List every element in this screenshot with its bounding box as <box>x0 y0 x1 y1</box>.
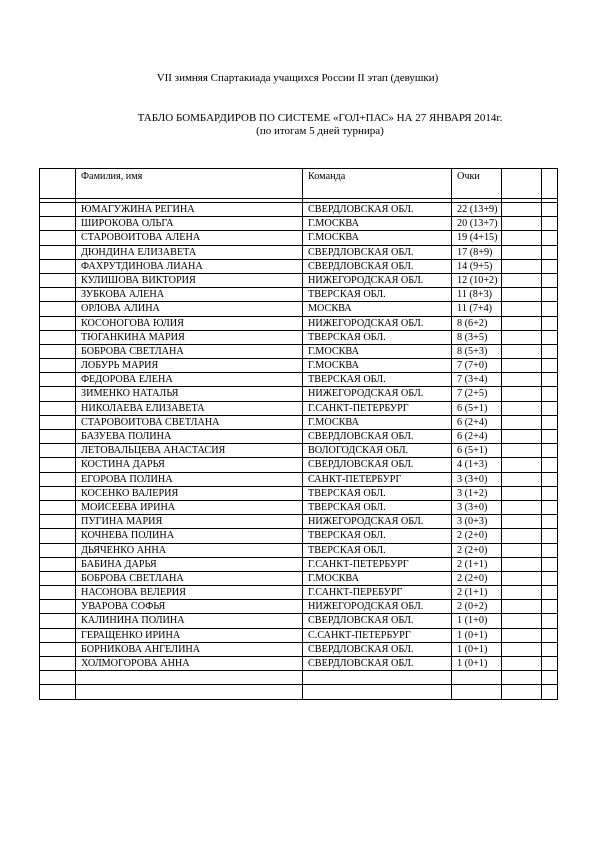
row-blank-cell <box>40 444 76 458</box>
row-blank-cell <box>542 273 558 287</box>
points-cell: 12 (10+2) <box>452 273 502 287</box>
empty-cell <box>542 671 558 685</box>
row-blank-cell <box>542 217 558 231</box>
points-cell: 1 (1+0) <box>452 614 502 628</box>
row-blank-cell <box>542 302 558 316</box>
points-cell: 1 (0+1) <box>452 657 502 671</box>
row-blank-cell <box>502 486 542 500</box>
row-blank-cell <box>502 571 542 585</box>
points-cell: 1 (0+1) <box>452 642 502 656</box>
row-blank-cell <box>502 330 542 344</box>
team-cell: Г.МОСКВА <box>303 344 452 358</box>
row-blank-cell <box>502 515 542 529</box>
points-cell: 2 (2+0) <box>452 529 502 543</box>
team-cell: Г.САНКТ-ПЕРЕБУРГ <box>303 586 452 600</box>
player-name-cell: МОИСЕЕВА ИРИНА <box>76 500 303 514</box>
team-cell: Г.МОСКВА <box>303 217 452 231</box>
player-name-cell: ДЬЯЧЕНКО АННА <box>76 543 303 557</box>
team-cell: СВЕРДЛОВСКАЯ ОБЛ. <box>303 259 452 273</box>
row-blank-cell <box>40 330 76 344</box>
points-cell: 6 (2+4) <box>452 430 502 444</box>
table-row <box>40 288 558 302</box>
table-row <box>40 217 558 231</box>
table-row <box>40 642 558 656</box>
points-cell: 3 (0+3) <box>452 515 502 529</box>
player-name-cell: БАБИНА ДАРЬЯ <box>76 557 303 571</box>
document-header: VII зимняя Спартакиада учащихся России II этап (девушки) <box>156 72 439 84</box>
team-cell: СВЕРДЛОВСКАЯ ОБЛ. <box>303 657 452 671</box>
empty-cell <box>40 671 76 685</box>
row-blank-cell <box>502 500 542 514</box>
row-blank-cell <box>542 614 558 628</box>
row-blank-cell <box>502 259 542 273</box>
row-blank-cell <box>40 387 76 401</box>
header-cell-blank <box>502 169 542 199</box>
team-cell: СВЕРДЛОВСКАЯ ОБЛ. <box>303 458 452 472</box>
row-blank-cell <box>40 259 76 273</box>
team-cell: ТВЕРСКАЯ ОБЛ. <box>303 288 452 302</box>
table-row <box>40 543 558 557</box>
empty-cell <box>542 685 558 699</box>
points-cell: 3 (3+0) <box>452 500 502 514</box>
player-name-cell: ДЮНДИНА ЕЛИЗАВЕТА <box>76 245 303 259</box>
points-cell: 7 (2+5) <box>452 387 502 401</box>
subtitle-line: (по итогам 5 дней турнира) <box>256 125 384 137</box>
team-cell: ТВЕРСКАЯ ОБЛ. <box>303 529 452 543</box>
points-cell: 22 (13+9) <box>452 203 502 217</box>
points-cell: 2 (1+1) <box>452 586 502 600</box>
row-blank-cell <box>502 203 542 217</box>
player-name-cell: ФЕДОРОВА ЕЛЕНА <box>76 373 303 387</box>
player-name-cell: ОРЛОВА АЛИНА <box>76 302 303 316</box>
team-cell: ТВЕРСКАЯ ОБЛ. <box>303 486 452 500</box>
row-blank-cell <box>502 642 542 656</box>
row-blank-cell <box>542 642 558 656</box>
points-cell: 3 (1+2) <box>452 486 502 500</box>
row-blank-cell <box>542 245 558 259</box>
team-cell: Г.МОСКВА <box>303 415 452 429</box>
points-cell: 2 (1+1) <box>452 557 502 571</box>
team-cell: СВЕРДЛОВСКАЯ ОБЛ. <box>303 614 452 628</box>
table-row <box>40 529 558 543</box>
team-cell: Г.МОСКВА <box>303 231 452 245</box>
player-name-cell: ЗУБКОВА АЛЕНА <box>76 288 303 302</box>
row-blank-cell <box>40 344 76 358</box>
row-blank-cell <box>542 203 558 217</box>
row-blank-cell <box>40 373 76 387</box>
table-row <box>40 614 558 628</box>
player-name-cell: ЛЕТОВАЛЬЦЕВА АНАСТАСИЯ <box>76 444 303 458</box>
player-name-cell: ГЕРАЩЕНКО ИРИНА <box>76 628 303 642</box>
empty-cell <box>40 685 76 699</box>
row-blank-cell <box>502 430 542 444</box>
row-blank-cell <box>40 486 76 500</box>
row-blank-cell <box>40 529 76 543</box>
player-name-cell: ХОЛМОГОРОВА АННА <box>76 657 303 671</box>
team-cell: Г.САНКТ-ПЕТЕРБУРГ <box>303 401 452 415</box>
row-blank-cell <box>502 231 542 245</box>
player-name-cell: ШИРОКОВА ОЛЬГА <box>76 217 303 231</box>
empty-cell <box>452 685 502 699</box>
row-blank-cell <box>542 628 558 642</box>
row-blank-cell <box>542 472 558 486</box>
row-blank-cell <box>502 529 542 543</box>
points-cell: 17 (8+9) <box>452 245 502 259</box>
row-blank-cell <box>542 529 558 543</box>
row-blank-cell <box>542 316 558 330</box>
team-cell: МОСКВА <box>303 302 452 316</box>
row-blank-cell <box>40 600 76 614</box>
player-name-cell: БОБРОВА СВЕТЛАНА <box>76 571 303 585</box>
team-cell: САНКТ-ПЕТЕРБУРГ <box>303 472 452 486</box>
row-blank-cell <box>502 600 542 614</box>
row-blank-cell <box>40 500 76 514</box>
row-blank-cell <box>40 273 76 287</box>
row-blank-cell <box>40 642 76 656</box>
team-cell: НИЖЕГОРОДСКАЯ ОБЛ. <box>303 600 452 614</box>
row-blank-cell <box>40 628 76 642</box>
row-blank-cell <box>502 472 542 486</box>
player-name-cell: ПУГИНА МАРИЯ <box>76 515 303 529</box>
row-blank-cell <box>40 472 76 486</box>
table-row <box>40 401 558 415</box>
document-title <box>0 112 595 138</box>
table-row <box>40 458 558 472</box>
row-blank-cell <box>40 415 76 429</box>
row-blank-cell <box>502 217 542 231</box>
team-cell: СВЕРДЛОВСКАЯ ОБЛ. <box>303 430 452 444</box>
table-row <box>40 259 558 273</box>
row-blank-cell <box>40 316 76 330</box>
table-row <box>40 600 558 614</box>
player-name-cell: СТАРОВОИТОВА АЛЕНА <box>76 231 303 245</box>
points-cell: 1 (0+1) <box>452 628 502 642</box>
row-blank-cell <box>502 387 542 401</box>
points-cell: 20 (13+7) <box>452 217 502 231</box>
team-cell: СВЕРДЛОВСКАЯ ОБЛ. <box>303 203 452 217</box>
player-name-cell: ТЮГАНКИНА МАРИЯ <box>76 330 303 344</box>
table-row <box>40 245 558 259</box>
team-cell: ВОЛОГОДСКАЯ ОБЛ. <box>303 444 452 458</box>
row-blank-cell <box>40 245 76 259</box>
team-cell: С.САНКТ-ПЕТЕРБУРГ <box>303 628 452 642</box>
row-blank-cell <box>502 557 542 571</box>
table-row <box>40 430 558 444</box>
table-row <box>40 273 558 287</box>
table-row <box>40 415 558 429</box>
points-cell: 7 (3+4) <box>452 373 502 387</box>
team-cell: НИЖЕГОРОДСКАЯ ОБЛ. <box>303 273 452 287</box>
player-name-cell: КАЛИНИНА ПОЛИНА <box>76 614 303 628</box>
empty-cell <box>76 671 303 685</box>
row-blank-cell <box>542 486 558 500</box>
row-blank-cell <box>40 288 76 302</box>
row-blank-cell <box>542 359 558 373</box>
row-blank-cell <box>502 628 542 642</box>
player-name-cell: БОБРОВА СВЕТЛАНА <box>76 344 303 358</box>
row-blank-cell <box>542 231 558 245</box>
row-blank-cell <box>502 302 542 316</box>
team-cell: Г.САНКТ-ПЕТЕРБУРГ <box>303 557 452 571</box>
table-row <box>40 472 558 486</box>
row-blank-cell <box>542 288 558 302</box>
row-blank-cell <box>40 571 76 585</box>
table-row <box>40 657 558 671</box>
row-blank-cell <box>502 373 542 387</box>
scorers-table <box>39 168 558 700</box>
row-blank-cell <box>542 415 558 429</box>
column-header-points: Очки <box>452 169 502 199</box>
row-blank-cell <box>40 586 76 600</box>
player-name-cell: ЮМАГУЖИНА РЕГИНА <box>76 203 303 217</box>
row-blank-cell <box>502 415 542 429</box>
row-blank-cell <box>542 444 558 458</box>
player-name-cell: СТАРОВОИТОВА СВЕТЛАНА <box>76 415 303 429</box>
table-row <box>40 231 558 245</box>
row-blank-cell <box>542 373 558 387</box>
row-blank-cell <box>502 288 542 302</box>
empty-cell <box>303 685 452 699</box>
row-blank-cell <box>542 586 558 600</box>
row-blank-cell <box>502 316 542 330</box>
row-blank-cell <box>40 217 76 231</box>
column-header-name: Фамилия, имя <box>76 169 303 199</box>
player-name-cell: КУЛИШОВА ВИКТОРИЯ <box>76 273 303 287</box>
row-blank-cell <box>502 458 542 472</box>
points-cell: 14 (9+5) <box>452 259 502 273</box>
row-blank-cell <box>542 259 558 273</box>
header-cell-blank <box>40 169 76 199</box>
row-blank-cell <box>40 430 76 444</box>
row-blank-cell <box>502 543 542 557</box>
row-blank-cell <box>542 387 558 401</box>
table-row <box>40 316 558 330</box>
table-row <box>40 557 558 571</box>
empty-cell <box>452 671 502 685</box>
row-blank-cell <box>502 344 542 358</box>
empty-row <box>40 671 558 685</box>
player-name-cell: ФАХРУТДИНОВА ЛИАНА <box>76 259 303 273</box>
row-blank-cell <box>40 302 76 316</box>
row-blank-cell <box>502 657 542 671</box>
team-cell: Г.МОСКВА <box>303 359 452 373</box>
points-cell: 8 (3+5) <box>452 330 502 344</box>
row-blank-cell <box>40 231 76 245</box>
team-cell: НИЖЕГОРОДСКАЯ ОБЛ. <box>303 515 452 529</box>
team-cell: Г.МОСКВА <box>303 571 452 585</box>
row-blank-cell <box>40 203 76 217</box>
table-row <box>40 571 558 585</box>
team-cell: ТВЕРСКАЯ ОБЛ. <box>303 543 452 557</box>
player-name-cell: ЗИМЕНКО НАТАЛЬЯ <box>76 387 303 401</box>
row-blank-cell <box>502 444 542 458</box>
points-cell: 7 (7+0) <box>452 359 502 373</box>
points-cell: 2 (2+0) <box>452 571 502 585</box>
column-header-team: Команда <box>303 169 452 199</box>
team-cell: ТВЕРСКАЯ ОБЛ. <box>303 373 452 387</box>
row-blank-cell <box>542 430 558 444</box>
empty-cell <box>303 671 452 685</box>
team-cell: НИЖЕГОРОДСКАЯ ОБЛ. <box>303 387 452 401</box>
table-row <box>40 373 558 387</box>
player-name-cell: НАСОНОВА ВЕЛЕРИЯ <box>76 586 303 600</box>
player-name-cell: КОСОНОГОВА ЮЛИЯ <box>76 316 303 330</box>
team-cell: СВЕРДЛОВСКАЯ ОБЛ. <box>303 642 452 656</box>
empty-row <box>40 685 558 699</box>
row-blank-cell <box>40 557 76 571</box>
row-blank-cell <box>542 401 558 415</box>
row-blank-cell <box>502 245 542 259</box>
table-row <box>40 302 558 316</box>
player-name-cell: ЕГОРОВА ПОЛИНА <box>76 472 303 486</box>
player-name-cell: УВАРОВА СОФЬЯ <box>76 600 303 614</box>
row-blank-cell <box>542 344 558 358</box>
empty-cell <box>76 685 303 699</box>
table-row <box>40 330 558 344</box>
row-blank-cell <box>542 657 558 671</box>
player-name-cell: ЛОБУРЬ МАРИЯ <box>76 359 303 373</box>
points-cell: 4 (1+3) <box>452 458 502 472</box>
row-blank-cell <box>40 401 76 415</box>
row-blank-cell <box>542 458 558 472</box>
table-row <box>40 359 558 373</box>
points-cell: 6 (5+1) <box>452 401 502 415</box>
table-row <box>40 628 558 642</box>
row-blank-cell <box>40 458 76 472</box>
player-name-cell: КОСТИНА ДАРЬЯ <box>76 458 303 472</box>
team-cell: ТВЕРСКАЯ ОБЛ. <box>303 330 452 344</box>
row-blank-cell <box>542 500 558 514</box>
row-blank-cell <box>542 330 558 344</box>
row-blank-cell <box>542 557 558 571</box>
points-cell: 11 (8+3) <box>452 288 502 302</box>
table-row <box>40 344 558 358</box>
player-name-cell: БАЗУЕВА ПОЛИНА <box>76 430 303 444</box>
points-cell: 8 (6+2) <box>452 316 502 330</box>
empty-cell <box>502 671 542 685</box>
points-cell: 6 (5+1) <box>452 444 502 458</box>
points-cell: 11 (7+4) <box>452 302 502 316</box>
points-cell: 3 (3+0) <box>452 472 502 486</box>
row-blank-cell <box>502 359 542 373</box>
points-cell: 6 (2+4) <box>452 415 502 429</box>
team-cell: СВЕРДЛОВСКАЯ ОБЛ. <box>303 245 452 259</box>
points-cell: 19 (4+15) <box>452 231 502 245</box>
points-cell: 2 (0+2) <box>452 600 502 614</box>
header-cell-blank <box>542 169 558 199</box>
table-row <box>40 500 558 514</box>
title-line: ТАБЛО БОМБАРДИРОВ ПО СИСТЕМЕ «ГОЛ+ПАС» НА 27 ЯНВАРЯ 2014г. <box>137 112 503 124</box>
table-row <box>40 387 558 401</box>
player-name-cell: КОЧНЕВА ПОЛИНА <box>76 529 303 543</box>
team-cell: НИЖЕГОРОДСКАЯ ОБЛ. <box>303 316 452 330</box>
scorers-table-body <box>40 169 558 700</box>
player-name-cell: БОРНИКОВА АНГЕЛИНА <box>76 642 303 656</box>
row-blank-cell <box>40 515 76 529</box>
points-cell: 2 (2+0) <box>452 543 502 557</box>
row-blank-cell <box>542 600 558 614</box>
empty-cell <box>502 685 542 699</box>
table-row <box>40 444 558 458</box>
row-blank-cell <box>40 543 76 557</box>
points-cell: 8 (5+3) <box>452 344 502 358</box>
row-blank-cell <box>542 543 558 557</box>
row-blank-cell <box>40 614 76 628</box>
row-blank-cell <box>40 657 76 671</box>
row-blank-cell <box>542 515 558 529</box>
row-blank-cell <box>502 614 542 628</box>
team-cell: ТВЕРСКАЯ ОБЛ. <box>303 500 452 514</box>
player-name-cell: НИКОЛАЕВА ЕЛИЗАВЕТА <box>76 401 303 415</box>
table-row <box>40 515 558 529</box>
player-name-cell: КОСЕНКО ВАЛЕРИЯ <box>76 486 303 500</box>
row-blank-cell <box>40 359 76 373</box>
row-blank-cell <box>542 571 558 585</box>
table-row <box>40 586 558 600</box>
row-blank-cell <box>502 401 542 415</box>
table-header-row <box>40 169 558 199</box>
table-row <box>40 486 558 500</box>
table-row <box>40 203 558 217</box>
row-blank-cell <box>502 586 542 600</box>
row-blank-cell <box>502 273 542 287</box>
